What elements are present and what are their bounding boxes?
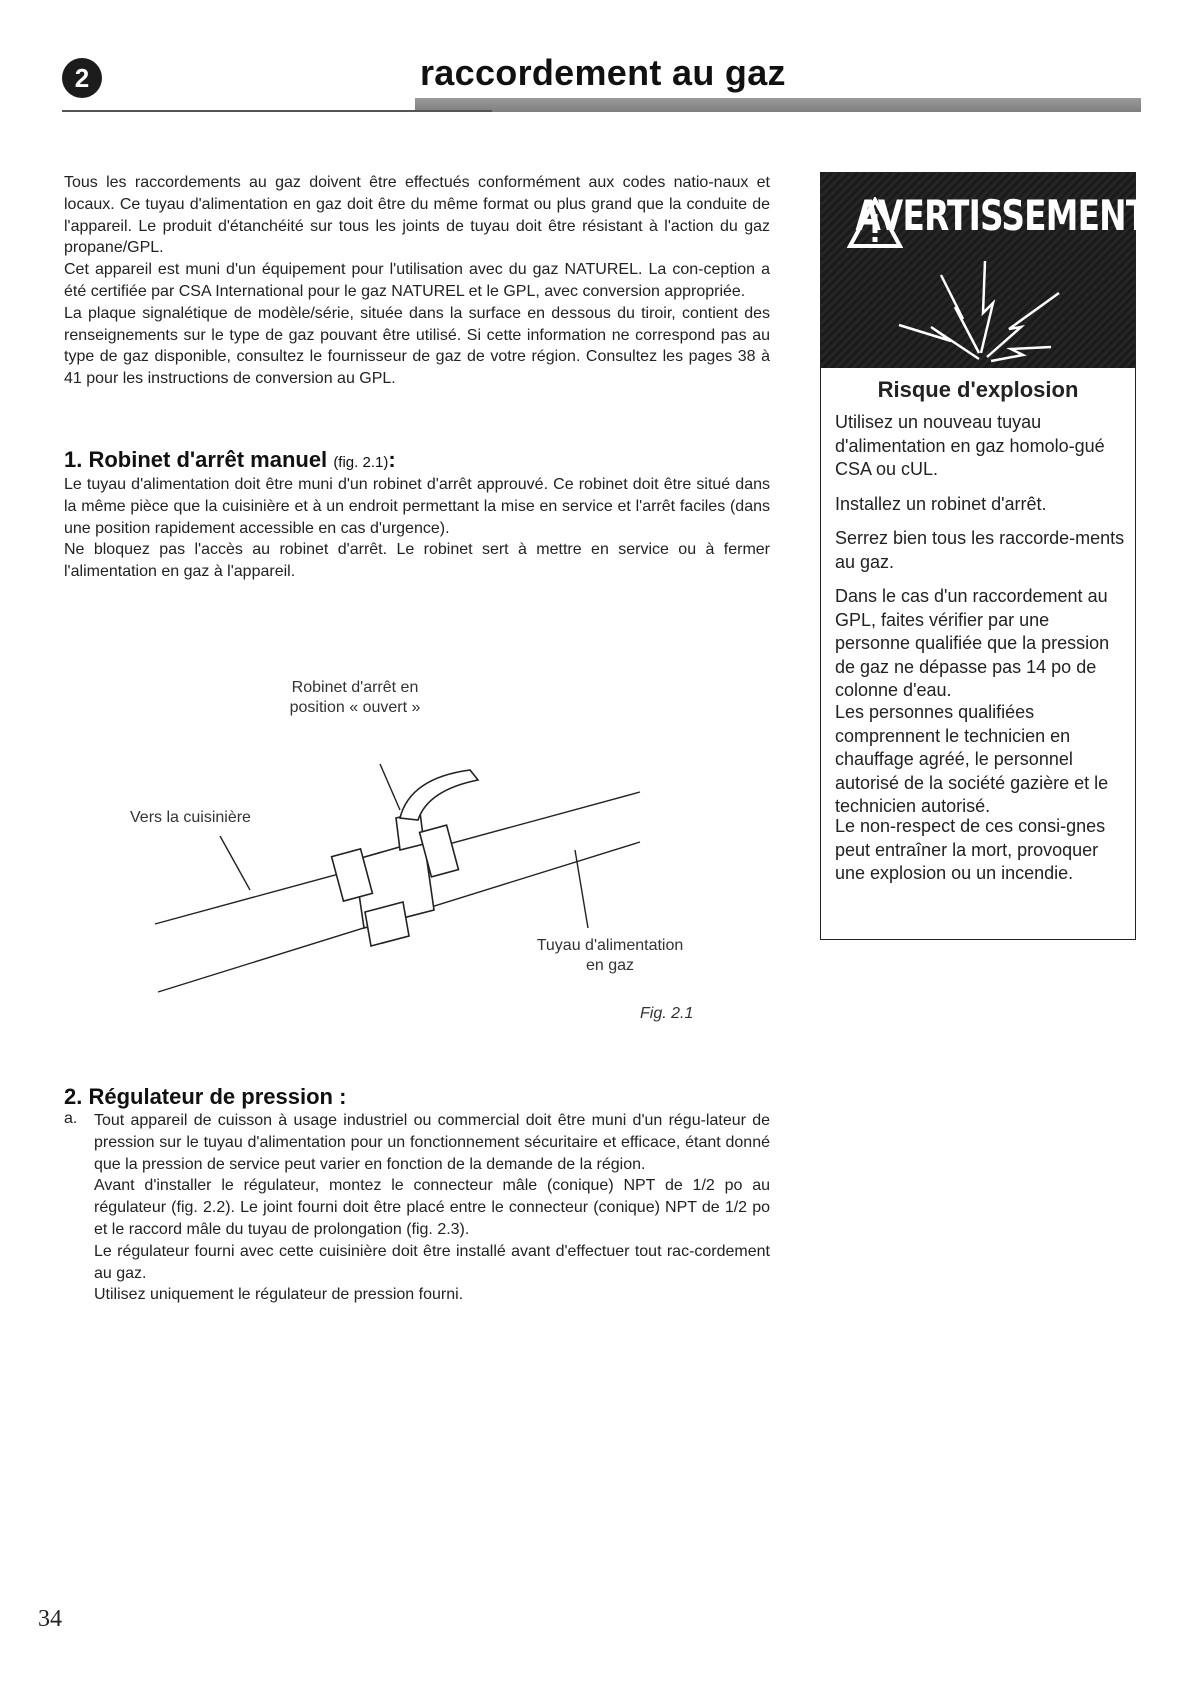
figure-caption: Fig. 2.1 [640, 1005, 694, 1022]
section2-paragraph: Utilisez uniquement le régulateur de pression fourni. [94, 1286, 464, 1304]
intro-paragraph: Cet appareil est muni d'un équipement pour l'utilisation avec du gaz NATUREL. La con-ception a été certifiée par CSA International pour le gaz NATUREL et le GPL, avec conversion appropriée. [64, 261, 770, 300]
section1-colon: : [388, 447, 396, 472]
label-pipe [500, 936, 720, 976]
label-range: Vers la cuisinière [130, 809, 251, 826]
section1-paragraph: Ne bloquez pas l'accès au robinet d'arrêt. Le robinet sert à mettre en service ou à fermer l'alimentation en gaz à l'appareil. [64, 541, 770, 581]
label-valve-line1: Robinet d'arrêt en [291, 679, 419, 696]
label-valve-line2: position « ouvert » [289, 699, 421, 716]
section2-paragraph: Tout appareil de cuisson à usage industriel ou commercial doit être muni d'un régu-lateur de pression sur le tuyau d'alimentation pour un fonctionnement sécuritaire et efficace, étant donné que la pression de service peut varier en fonction de la demande de la région. [94, 1112, 770, 1173]
warning-label: AVERTISSEMENT [855, 191, 1148, 240]
warning-heading: Risque d'explosion [877, 377, 1079, 402]
chapter-number: 2 [74, 62, 90, 93]
page-number: 34 [38, 1606, 62, 1632]
page-title: raccordement au gaz [420, 52, 786, 93]
label-valve [240, 678, 470, 718]
warning-paragraph: Les personnes qualifiées comprennent le technicien en chauffage agréé, le personnel autorisé de la société gazière et le technicien autorisé. [835, 702, 1109, 816]
intro-paragraph: La plaque signalétique de modèle/série, située dans la surface en dessous du tiroir, contient des renseignements sur le type de gaz pouvant être utilisé. Si cette information ne correspond pas au type de gaz disponible, consultez le fournisseur de gaz de votre région. Consultez les pages 38 à 41 pour les instructions de conversion au GPL. [64, 304, 770, 388]
section1-body [64, 474, 770, 583]
warning-paragraph: Installez un robinet d'arrêt. [835, 494, 1047, 514]
label-pipe-line2: en gaz [585, 957, 635, 974]
section1-title: 1. Robinet d'arrêt manuel [64, 447, 328, 472]
section2-body [94, 1110, 770, 1306]
section1-paragraph: Le tuyau d'alimentation doit être muni d'un robinet d'arrêt approuvé. Ce robinet doit être situé dans la même pièce que la cuisinière et à un endroit permettant la mise en service et l'arrêt faciles (dans une position rapidement accessible en cas d'urgence). [64, 476, 770, 537]
intro-text [64, 172, 770, 390]
chapter-badge [62, 58, 102, 98]
warning-paragraph: Serrez bien tous les raccorde-ments au gaz. [835, 528, 1125, 572]
warning-paragraph: Dans le cas d'un raccordement au GPL, faites vérifier par une personne qualifiée que la pression de gaz ne dépasse pas 14 po de colonne d'eau. [835, 586, 1110, 700]
warning-paragraph: Le non-respect de ces consi-gnes peut entraîner la mort, provoquer une explosion ou un incendie. [835, 816, 1106, 883]
section2-paragraph: Avant d'installer le régulateur, montez le connecteur mâle (conique) NPT de 1/2 po au régulateur (fig. 2.2). Le joint fourni doit être placé entre le connecteur (conique) NPT de 1/2 po et le raccord mâle du tuyau de prolongation (fig. 2.3). [94, 1177, 770, 1238]
intro-paragraph: Tous les raccordements au gaz doivent être effectués conformément aux codes natio-naux et locaux. Ce tuyau d'alimentation en gaz doit être du même format ou plus grand que la conduite de l'appareil. Le produit d'étanchéité sur tous les joints de tuyau doit être résistant à l'action du gaz propane/GPL. [64, 174, 770, 257]
warning-box [820, 172, 1148, 940]
header-rule-thin [62, 110, 492, 112]
section2-paragraph: Le régulateur fourni avec cette cuisinière doit être installé avant d'effectuer tout rac-cordement au gaz. [94, 1242, 770, 1282]
explosion-icon [891, 253, 1067, 363]
section2-heading: 2. Régulateur de pression : [64, 1084, 347, 1109]
label-pipe-line1: Tuyau d'alimentation [536, 937, 684, 954]
figure-gas-valve [100, 679, 720, 1000]
warning-paragraph: Utilisez un nouveau tuyau d'alimentation en gaz homolo-gué CSA ou cUL. [835, 412, 1105, 479]
section1-fig-ref: (fig. 2.1) [333, 454, 389, 471]
header-rule-bar [415, 98, 1141, 112]
warning-banner [821, 173, 1148, 368]
section2-item-marker: a. [64, 1110, 78, 1127]
section1-heading [64, 447, 396, 473]
